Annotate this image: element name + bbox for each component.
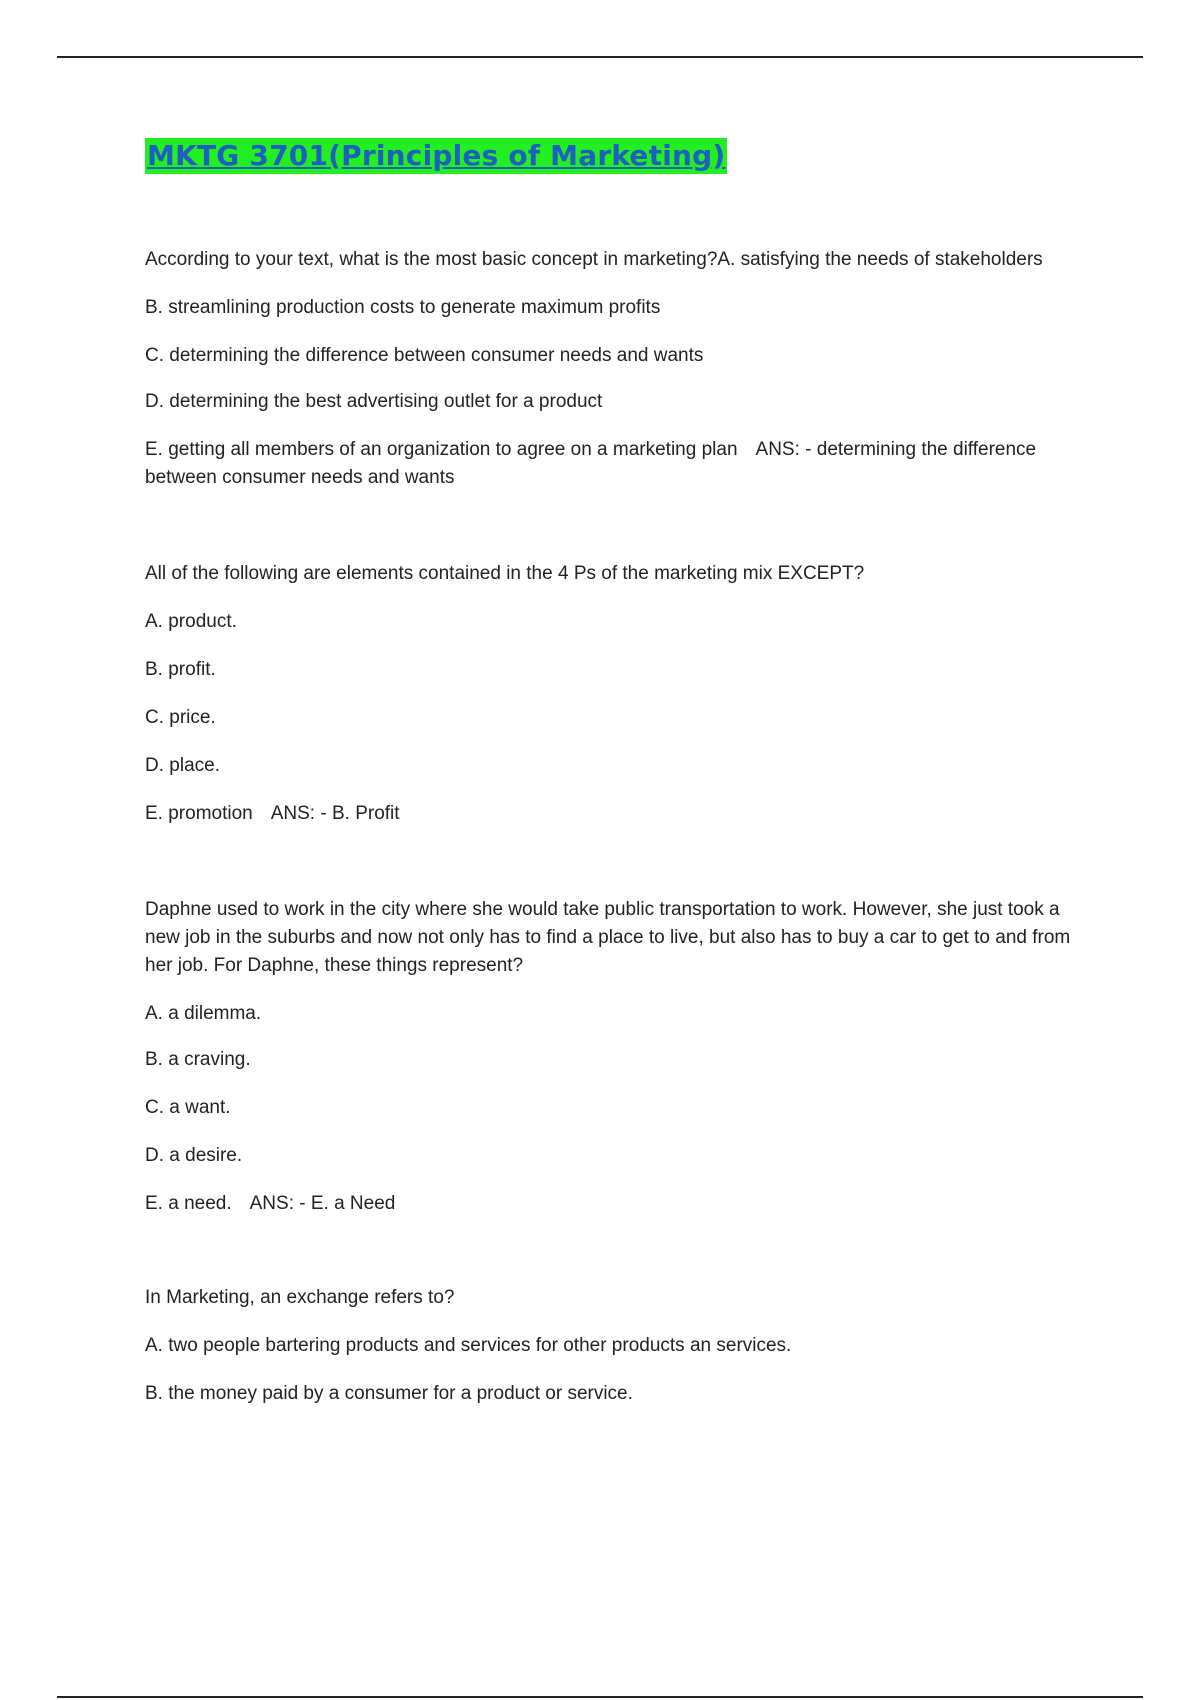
question-2 [145,560,1085,828]
answer-key: ANS: - E. a Need [249,1193,396,1214]
answer-option: A. a dilemma. [145,1003,262,1024]
answer-option-with-answer [145,436,1085,492]
answer-option: B. the money paid by a consumer for a product or service. [145,1383,633,1404]
footer-rule [57,1696,1143,1698]
question-4 [145,1284,1085,1408]
answer-option: E. a need. [145,1193,232,1214]
question-text: In Marketing, an exchange refers to? [145,1287,455,1308]
question-1 [145,246,1085,492]
answer-option: D. determining the best advertising outlet for a product [145,391,603,412]
answer-option: E. promotion [145,803,253,824]
header-rule [57,56,1143,58]
document-content [145,138,1085,1408]
question-text: All of the following are elements contained in the 4 Ps of the marketing mix EXCEPT? [145,563,865,584]
answer-option-with-answer [145,1190,1085,1218]
question-text: According to your text, what is the most basic concept in marketing?A. satisfying the needs of stakeholders [145,249,1043,270]
answer-option: A. two people bartering products and services for other products an services. [145,1335,792,1356]
answer-key: ANS: - determining the difference between consumer needs and wants [145,439,1037,488]
answer-option: C. a want. [145,1097,231,1118]
answer-option: B. streamlining production costs to generate maximum profits [145,297,661,318]
answer-key: ANS: - B. Profit [270,803,400,824]
answer-option: B. a craving. [145,1049,251,1070]
question-text: Daphne used to work in the city where she would take public transportation to work. However, she just took a new job in the suburbs and now not only has to find a place to live, but also has to buy a car to get to and from her job. For Daphne, these things represent? [145,899,1071,976]
answer-option: C. determining the difference between consumer needs and wants [145,345,704,366]
question-3 [145,896,1085,1218]
answer-option-with-answer [145,800,1085,828]
document-title: MKTG 3701(Principles of Marketing) [147,139,726,172]
answer-option: D. place. [145,755,220,776]
answer-option: D. a desire. [145,1145,243,1166]
answer-option: A. product. [145,611,237,632]
answer-option: C. price. [145,707,216,728]
answer-option: B. profit. [145,659,216,680]
answer-option: E. getting all members of an organization to agree on a marketing plan [145,439,738,460]
